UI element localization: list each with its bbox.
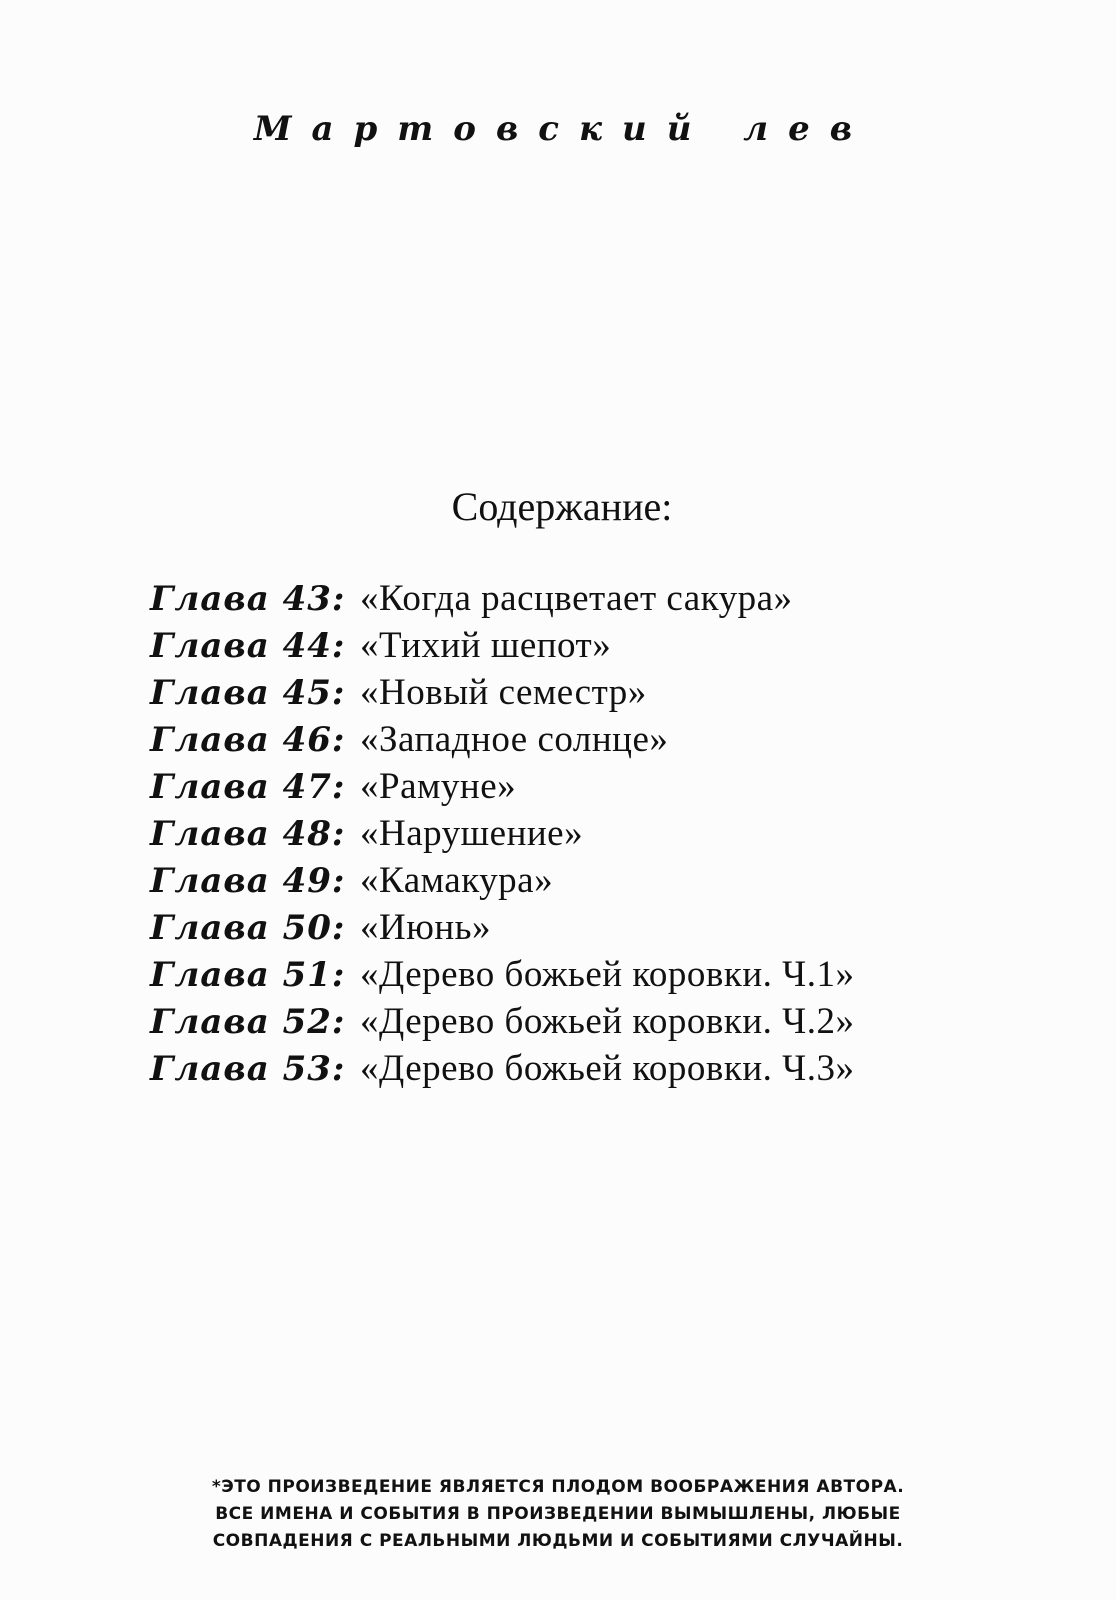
table-of-contents (150, 575, 1050, 1092)
chapter-title: «Июнь» (360, 907, 492, 948)
chapter-title: «Дерево божьей коровки. Ч.3» (360, 1048, 855, 1089)
toc-entry-45 (150, 669, 1050, 716)
chapter-title: «Дерево божьей коровки. Ч.2» (360, 1001, 855, 1042)
chapter-title: «Западное солнце» (360, 719, 669, 760)
chapter-label: Глава 49: (150, 860, 346, 901)
chapter-label: Глава 52: (150, 1001, 346, 1042)
toc-entry-47 (150, 763, 1050, 810)
disclaimer-line: ВСЕ ИМЕНА И СОБЫТИЯ В ПРОИЗВЕДЕНИИ ВЫМЫШЛЕНЫ, ЛЮБЫЕ (215, 1504, 901, 1524)
chapter-title: «Дерево божьей коровки. Ч.1» (360, 954, 855, 995)
chapter-label: Глава 43: (150, 578, 346, 619)
toc-entry-48 (150, 810, 1050, 857)
toc-entry-52 (150, 998, 1050, 1045)
toc-entry-44 (150, 622, 1050, 669)
chapter-label: Глава 51: (150, 954, 346, 995)
toc-entry-51 (150, 951, 1050, 998)
chapter-label: Глава 53: (150, 1048, 346, 1089)
chapter-title: «Тихий шепот» (360, 625, 612, 666)
chapter-title: «Камакура» (360, 860, 554, 901)
toc-entry-53 (150, 1045, 1050, 1092)
toc-heading: Содержание: (451, 484, 673, 529)
toc-entry-46 (150, 716, 1050, 763)
chapter-title: «Нарушение» (360, 813, 584, 854)
chapter-label: Глава 47: (150, 766, 346, 807)
disclaimer (0, 1474, 1116, 1555)
chapter-label: Глава 46: (150, 719, 346, 760)
toc-entry-49 (150, 857, 1050, 904)
chapter-title: «Новый семестр» (360, 672, 647, 713)
book-title: Мартовский лев (253, 108, 873, 149)
disclaimer-line: *ЭТО ПРОИЗВЕДЕНИЕ ЯВЛЯЕТСЯ ПЛОДОМ ВООБРАЖЕНИЯ АВТОРА. (211, 1477, 905, 1497)
toc-entry-50 (150, 904, 1050, 951)
disclaimer-line: СОВПАДЕНИЯ С РЕАЛЬНЫМИ ЛЮДЬМИ И СОБЫТИЯМИ СЛУЧАЙНЫ. (212, 1531, 904, 1551)
toc-entry-43 (150, 575, 1050, 622)
chapter-label: Глава 50: (150, 907, 346, 948)
chapter-title: «Рамуне» (360, 766, 517, 807)
chapter-title: «Когда расцветает сакура» (360, 578, 793, 619)
chapter-label: Глава 44: (150, 625, 346, 666)
chapter-label: Глава 45: (150, 672, 346, 713)
chapter-label: Глава 48: (150, 813, 346, 854)
